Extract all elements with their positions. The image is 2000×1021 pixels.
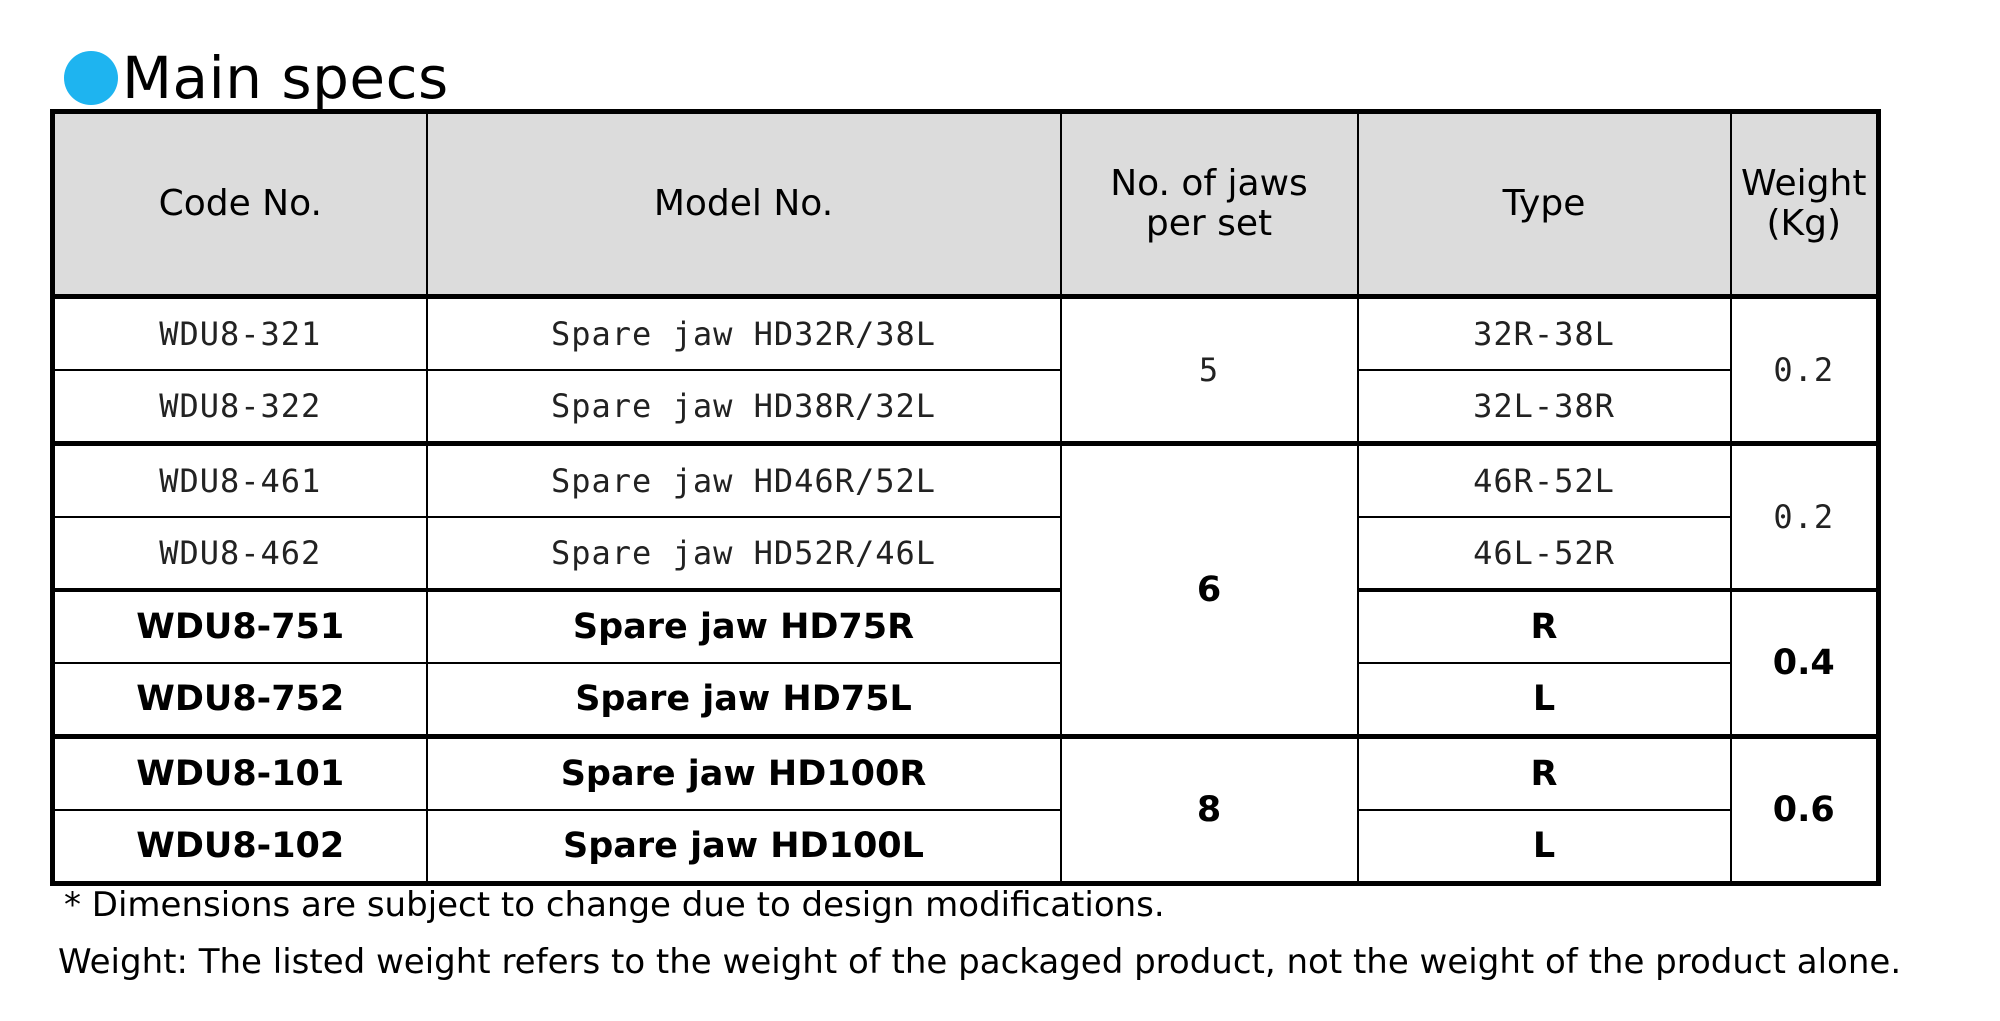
cell-type: R xyxy=(1358,590,1731,663)
header-code-no: Code No. xyxy=(53,112,427,297)
cell-model: Spare jaw HD100R xyxy=(427,737,1061,811)
cell-type: 46R-52L xyxy=(1358,444,1731,518)
cell-code: WDU8-751 xyxy=(53,590,427,663)
cell-code: WDU8-102 xyxy=(53,810,427,884)
cell-model: Spare jaw HD75R xyxy=(427,590,1061,663)
table-row xyxy=(53,737,1879,811)
table-row xyxy=(53,590,1879,663)
cell-type: L xyxy=(1358,810,1731,884)
cell-model: Spare jaw HD52R/46L xyxy=(427,517,1061,590)
dimensions-note: * Dimensions are subject to change due to design modifications. xyxy=(64,885,1165,925)
cell-weight: 0.6 xyxy=(1731,737,1879,884)
cell-code: WDU8-752 xyxy=(53,663,427,737)
cell-code: WDU8-321 xyxy=(53,297,427,371)
cell-code: WDU8-322 xyxy=(53,370,427,444)
cell-model: Spare jaw HD46R/52L xyxy=(427,444,1061,518)
header-model-no: Model No. xyxy=(427,112,1061,297)
cell-model: Spare jaw HD75L xyxy=(427,663,1061,737)
cell-code: WDU8-101 xyxy=(53,737,427,811)
cell-weight: 0.4 xyxy=(1731,590,1879,737)
section-heading xyxy=(64,38,449,118)
header-weight: Weight (Kg) xyxy=(1731,112,1879,297)
table-row xyxy=(53,810,1879,884)
cell-type: 32R-38L xyxy=(1358,297,1731,371)
header-jaws-per-set: No. of jaws per set xyxy=(1061,112,1358,297)
cell-type: L xyxy=(1358,663,1731,737)
table-row xyxy=(53,444,1879,518)
table-row xyxy=(53,517,1879,590)
table-row xyxy=(53,370,1879,444)
table-row xyxy=(53,297,1879,371)
cell-type: 32L-38R xyxy=(1358,370,1731,444)
cell-model: Spare jaw HD100L xyxy=(427,810,1061,884)
cell-weight: 0.2 xyxy=(1731,444,1879,591)
cell-code: WDU8-462 xyxy=(53,517,427,590)
table-row xyxy=(53,663,1879,737)
header-row xyxy=(53,112,1879,297)
header-type: Type xyxy=(1358,112,1731,297)
cell-weight: 0.2 xyxy=(1731,297,1879,444)
cell-jaws: 8 xyxy=(1061,737,1358,884)
specs-table xyxy=(50,109,1881,886)
cell-jaws: 5 xyxy=(1061,297,1358,444)
section-title: Main specs xyxy=(122,44,449,112)
cell-model: Spare jaw HD38R/32L xyxy=(427,370,1061,444)
weight-note: Weight: The listed weight refers to the weight of the packaged product, not the weight of the product alone. xyxy=(58,942,1902,982)
cell-code: WDU8-461 xyxy=(53,444,427,518)
cell-jaws: 6 xyxy=(1061,444,1358,737)
bullet-dot-icon xyxy=(64,51,118,105)
cell-model: Spare jaw HD32R/38L xyxy=(427,297,1061,371)
cell-type: R xyxy=(1358,737,1731,811)
cell-type: 46L-52R xyxy=(1358,517,1731,590)
